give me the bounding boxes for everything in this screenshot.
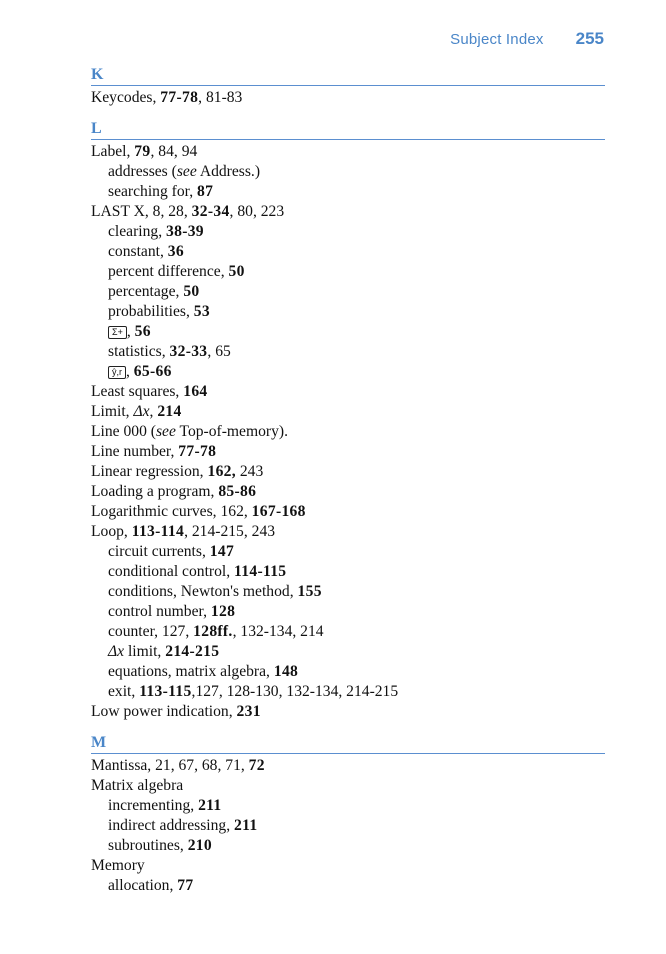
page-reference-bold: 32-33	[169, 343, 208, 360]
index-subentry	[91, 242, 605, 262]
page-reference-bold: 87	[197, 183, 214, 200]
index-entry	[91, 522, 605, 542]
index-subentry	[91, 816, 605, 836]
entry-text: LAST X, 8, 28,	[91, 203, 192, 220]
page-reference-bold: 65-66	[133, 363, 172, 380]
entry-text: , 84, 94	[150, 143, 198, 160]
entry-text: indirect addressing,	[108, 817, 235, 834]
page-reference-bold: 79	[134, 143, 151, 160]
page-reference-bold: 77	[177, 877, 194, 894]
entry-text: subroutines,	[108, 837, 188, 854]
page-reference-bold: 211	[234, 817, 258, 834]
key-label: Σ+	[108, 326, 127, 339]
italic-text: see	[155, 423, 176, 440]
entry-text: clearing,	[108, 223, 167, 240]
entry-text: conditional control,	[108, 563, 235, 580]
index-entry	[91, 756, 605, 776]
entry-text: , 81-83	[198, 89, 243, 106]
section-spacer	[91, 722, 605, 732]
section-spacer	[91, 108, 605, 118]
entry-text: , 132-134, 214	[232, 623, 324, 640]
entry-text: probabilities,	[108, 303, 194, 320]
page-reference-bold: 210	[187, 837, 212, 854]
index-entry	[91, 422, 605, 442]
entry-text: ,	[126, 363, 134, 380]
index-subentry	[91, 682, 605, 702]
index-section-k	[91, 64, 605, 108]
page-reference-bold: 53	[193, 303, 210, 320]
page-reference-bold: 113-114	[131, 523, 185, 540]
page-reference-bold: 113-115	[139, 683, 192, 700]
page-reference-bold: 148	[273, 663, 299, 680]
running-header-title: Subject Index	[450, 31, 544, 48]
index-section-l	[91, 108, 605, 722]
entry-text: limit,	[124, 643, 166, 660]
index-entry	[91, 776, 605, 796]
page-reference-bold: 50	[228, 263, 245, 280]
entry-text: Loading a program,	[91, 483, 219, 500]
page-reference-bold: 128ff.	[193, 623, 233, 640]
entry-text: percent difference,	[108, 263, 229, 280]
index-entry	[91, 856, 605, 876]
page-reference-bold: 128	[210, 603, 236, 620]
entry-text: Linear regression,	[91, 463, 208, 480]
entry-text: ,127, 128-130, 132-134, 214-215	[191, 683, 399, 700]
page-reference-bold: 72	[248, 757, 265, 774]
index-subentry	[91, 796, 605, 816]
index-section-m	[91, 722, 605, 896]
index-entry	[91, 402, 605, 422]
index-entry-list	[91, 140, 605, 722]
entry-text: Mantissa, 21, 67, 68, 71,	[91, 757, 249, 774]
entry-text: Matrix algebra	[91, 777, 184, 794]
index-subentry	[91, 182, 605, 202]
entry-text: Limit,	[91, 403, 134, 420]
page-reference-bold: 211	[198, 797, 222, 814]
section-letter-heading: L	[91, 118, 605, 140]
index-subentry	[91, 342, 605, 362]
page-reference-bold: 231	[236, 703, 261, 720]
index-subentry	[91, 262, 605, 282]
entry-text: allocation,	[108, 877, 178, 894]
entry-text: Line 000 (	[91, 423, 156, 440]
page-reference-bold: 36	[167, 243, 184, 260]
entry-text: Address.)	[196, 163, 261, 180]
entry-text: Memory	[91, 857, 145, 874]
index-entry-list	[91, 86, 605, 108]
entry-text: , 65	[207, 343, 231, 360]
page-reference-bold: 167-168	[251, 503, 306, 520]
index-subentry	[91, 362, 605, 382]
index-entry-list	[91, 754, 605, 896]
index-subentry	[91, 662, 605, 682]
entry-text: Keycodes,	[91, 89, 161, 106]
page-reference-bold: 50	[183, 283, 200, 300]
page-reference-bold: 162,	[207, 463, 236, 480]
entry-text: Line number,	[91, 443, 179, 460]
page-reference-bold: 85-86	[218, 483, 257, 500]
page-reference-bold: 114-115	[234, 563, 287, 580]
entry-text: searching for,	[108, 183, 198, 200]
index-subentry	[91, 302, 605, 322]
entry-text: counter, 127,	[108, 623, 194, 640]
index-subentry	[91, 162, 605, 182]
entry-text: , 80, 223	[229, 203, 285, 220]
index-subentry	[91, 322, 605, 342]
index-entry	[91, 462, 605, 482]
entry-text: conditions, Newton's method,	[108, 583, 298, 600]
index-entry	[91, 482, 605, 502]
section-letter-heading: M	[91, 732, 605, 754]
index-entry	[91, 202, 605, 222]
index-subentry	[91, 836, 605, 856]
index-entry	[91, 442, 605, 462]
entry-text: , 214-215, 243	[184, 523, 276, 540]
page-reference-bold: 77-78	[160, 89, 199, 106]
index-subentry	[91, 222, 605, 242]
entry-text: Low power indication,	[91, 703, 237, 720]
entry-text: ,	[149, 403, 158, 420]
entry-text: ,	[126, 323, 135, 340]
entry-text: statistics,	[108, 343, 170, 360]
italic-text: Δx	[133, 403, 150, 420]
entry-text: addresses (	[108, 163, 177, 180]
page-reference-bold: 214	[157, 403, 182, 420]
entry-text: Top-of-memory).	[175, 423, 288, 440]
index-entry	[91, 502, 605, 522]
entry-text: Logarithmic curves, 162,	[91, 503, 252, 520]
index-subentry	[91, 282, 605, 302]
entry-text: exit,	[108, 683, 140, 700]
page-number: 255	[575, 29, 604, 48]
page-reference-bold: 32-34	[191, 203, 230, 220]
entry-text: Least squares,	[91, 383, 184, 400]
entry-text: equations, matrix algebra,	[108, 663, 274, 680]
index-subentry	[91, 562, 605, 582]
entry-text: percentage,	[108, 283, 184, 300]
page-reference-bold: 155	[297, 583, 322, 600]
index-entry	[91, 142, 605, 162]
page-reference-bold: 38-39	[166, 223, 204, 240]
page-reference-bold: 56	[134, 323, 151, 340]
italic-text: Δx	[108, 643, 125, 660]
entry-text: constant,	[108, 243, 168, 260]
index-subentry	[91, 602, 605, 622]
page-reference-bold: 77-78	[178, 443, 217, 460]
page-reference-bold: 214-215	[165, 643, 220, 660]
entry-text: Loop,	[91, 523, 132, 540]
entry-text: control number,	[108, 603, 211, 620]
index-subentry	[91, 876, 605, 896]
index-subentry	[91, 582, 605, 602]
index-entry	[91, 702, 605, 722]
key-label: ŷ,r	[108, 366, 126, 379]
entry-text: incrementing,	[108, 797, 199, 814]
page-reference-bold: 164	[183, 383, 208, 400]
subject-index-body	[91, 64, 605, 896]
entry-text: 243	[235, 463, 264, 480]
italic-text: see	[176, 163, 197, 180]
section-letter-heading: K	[91, 64, 605, 86]
index-subentry	[91, 642, 605, 662]
index-entry	[91, 88, 605, 108]
index-subentry	[91, 542, 605, 562]
index-subentry	[91, 622, 605, 642]
page-header	[450, 29, 604, 49]
entry-text: Label,	[91, 143, 135, 160]
index-entry	[91, 382, 605, 402]
entry-text: circuit currents,	[108, 543, 210, 560]
page-reference-bold: 147	[209, 543, 235, 560]
